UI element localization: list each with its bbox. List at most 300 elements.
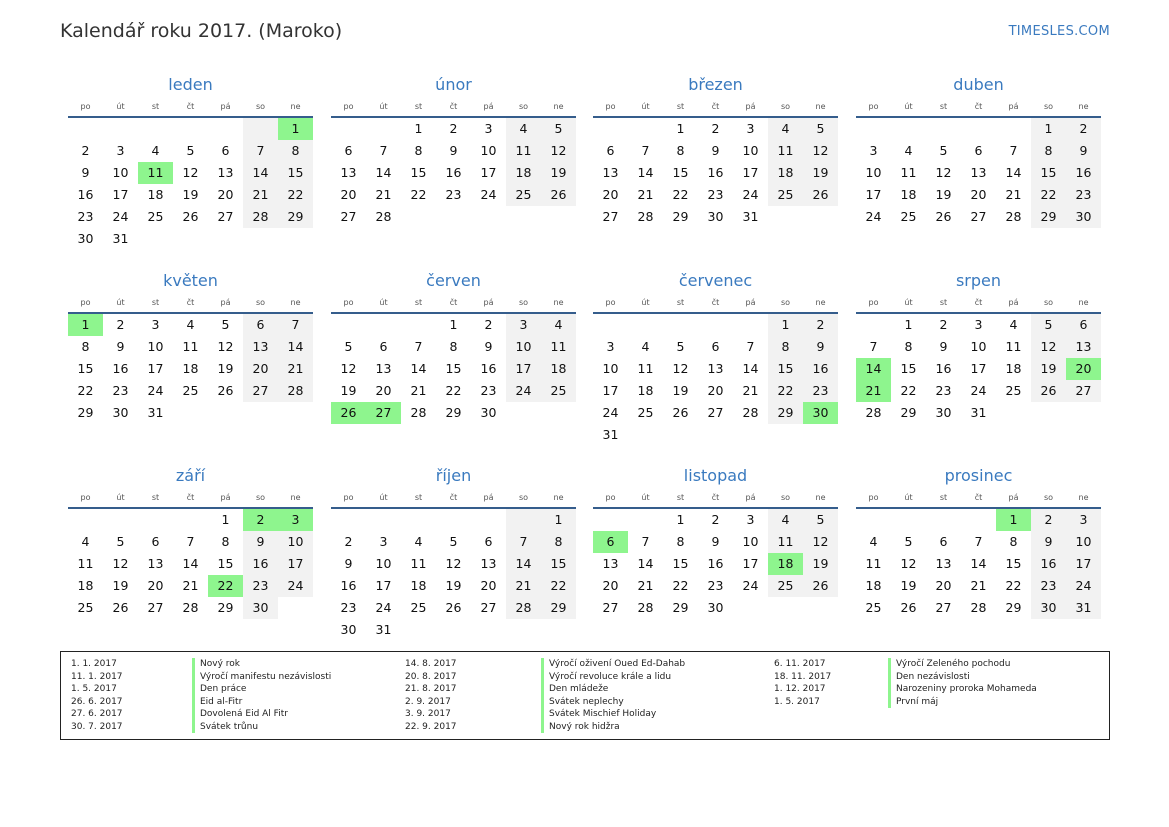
weekday-label: so (780, 492, 791, 502)
day-cell: 5 (904, 534, 913, 549)
day-cell: 28 (742, 405, 759, 420)
empty-cell (243, 228, 278, 250)
day-cell: 8 (81, 339, 90, 354)
weekday-label: ne (290, 492, 301, 502)
day-cell: 3 (869, 143, 878, 158)
holiday-day-cell: 1 (996, 509, 1031, 531)
day-cell: 29 (672, 600, 689, 615)
day-cell: 20 (480, 578, 497, 593)
day-cell: 14 (506, 553, 541, 575)
day-cell: 15 (768, 358, 803, 380)
day-cell: 12 (935, 165, 952, 180)
day-cell: 29 (445, 405, 462, 420)
holiday-legend (60, 651, 1110, 740)
legend-date: 3. 9. 2017 (405, 709, 451, 719)
day-cell: 5 (676, 339, 685, 354)
day-cell: 3 (974, 317, 983, 332)
weekday-label: st (939, 101, 948, 111)
day-cell: 7 (1009, 143, 1018, 158)
day-cell: 21 (506, 575, 541, 597)
day-cell: 11 (900, 165, 917, 180)
day-cell: 12 (217, 339, 234, 354)
empty-cell (768, 597, 803, 619)
month-name: březen (688, 75, 743, 94)
legend-holiday-name: Výročí Zeleného pochodu (896, 659, 1011, 669)
day-cell: 23 (445, 187, 462, 202)
week-row (593, 553, 838, 575)
legend-color-bar (541, 658, 544, 733)
legend-holiday-name: Výročí manifestu nezávislosti (200, 671, 332, 682)
week-row (68, 140, 313, 162)
week-row (856, 336, 1101, 358)
day-cell: 10 (602, 361, 619, 376)
day-cell: 12 (803, 140, 838, 162)
day-cell: 6 (243, 314, 278, 336)
day-cell: 19 (340, 383, 357, 398)
week-row (856, 184, 1101, 206)
weekday-label: út (641, 492, 650, 502)
holiday-day-cell: 18 (768, 553, 803, 575)
empty-cell (1031, 402, 1066, 424)
day-cell: 8 (221, 534, 230, 549)
holiday-day-cell: 6 (593, 531, 628, 553)
weekday-label: so (518, 297, 529, 307)
weekday-label: út (379, 297, 388, 307)
day-cell: 25 (182, 383, 199, 398)
weekday-label: po (80, 101, 91, 111)
day-cell: 19 (900, 578, 917, 593)
day-cell: 24 (865, 209, 882, 224)
legend-holiday-name: Svátek Mischief Holiday (549, 709, 657, 719)
day-cell: 25 (637, 405, 654, 420)
day-cell: 16 (1066, 162, 1101, 184)
day-cell: 2 (116, 317, 125, 332)
day-cell: 3 (484, 121, 493, 136)
empty-cell (506, 402, 541, 424)
weekday-label: út (116, 492, 125, 502)
day-cell: 26 (1031, 380, 1066, 402)
day-cell: 23 (480, 383, 497, 398)
day-cell: 23 (77, 209, 94, 224)
day-cell: 6 (1066, 314, 1101, 336)
day-cell: 10 (147, 339, 164, 354)
day-cell: 17 (506, 358, 541, 380)
day-cell: 7 (641, 534, 650, 549)
day-cell: 14 (182, 556, 199, 571)
week-row (68, 228, 313, 250)
weekday-label: ne (290, 101, 301, 111)
holiday-day-cell: 21 (856, 380, 891, 402)
weekday-label: po (343, 297, 354, 307)
weekday-label: st (676, 492, 685, 502)
empty-cell (103, 118, 138, 140)
day-cell: 31 (147, 405, 164, 420)
weekday-label: pá (220, 492, 231, 502)
legend-holiday-name: Den práce (200, 684, 247, 694)
day-cell: 19 (217, 361, 234, 376)
week-row (68, 358, 313, 380)
day-cell: 16 (803, 358, 838, 380)
day-cell: 20 (340, 187, 357, 202)
empty-cell (698, 314, 733, 336)
legend-holiday-name: Svátek trůnu (200, 721, 259, 732)
day-cell: 23 (112, 383, 129, 398)
day-cell: 7 (506, 531, 541, 553)
legend-date: 21. 8. 2017 (405, 684, 457, 694)
day-cell: 16 (340, 578, 357, 593)
weekday-header (593, 487, 838, 509)
legend-date: 2. 9. 2017 (405, 696, 451, 707)
weekday-label: po (868, 101, 879, 111)
day-cell: 3 (116, 143, 125, 158)
weekday-label: čt (711, 101, 720, 111)
day-cell: 24 (742, 578, 759, 593)
week-row (593, 184, 838, 206)
empty-cell (698, 424, 733, 446)
day-cell: 6 (939, 534, 948, 549)
day-cell: 3 (1066, 509, 1101, 531)
legend-date: 22. 9. 2017 (405, 721, 457, 732)
day-cell: 2 (939, 317, 948, 332)
day-cell: 20 (602, 578, 619, 593)
day-cell: 15 (900, 361, 917, 376)
weekday-label: út (116, 101, 125, 111)
week-row (331, 336, 576, 358)
day-cell: 28 (637, 600, 654, 615)
weekday-label: ne (815, 101, 826, 111)
day-cell: 26 (445, 600, 462, 615)
day-cell: 9 (243, 531, 278, 553)
weekday-label: po (80, 297, 91, 307)
day-cell: 12 (340, 361, 357, 376)
day-cell: 7 (278, 314, 313, 336)
day-cell: 14 (1005, 165, 1022, 180)
day-cell: 15 (672, 165, 689, 180)
empty-cell (366, 118, 401, 140)
week-row (331, 358, 576, 380)
day-cell: 16 (707, 556, 724, 571)
weekday-label: út (904, 101, 913, 111)
legend-date: 11. 1. 2017 (71, 671, 123, 682)
day-cell: 20 (707, 383, 724, 398)
day-cell: 23 (1066, 184, 1101, 206)
weekday-label: so (255, 297, 266, 307)
week-row (331, 140, 576, 162)
weekday-label: čt (449, 101, 458, 111)
day-cell: 20 (217, 187, 234, 202)
empty-cell (173, 402, 208, 424)
month-červen (331, 270, 576, 424)
day-cell: 8 (676, 534, 685, 549)
month-říjen (331, 465, 576, 641)
day-cell: 20 (970, 187, 987, 202)
legend-color-bar (192, 658, 195, 733)
empty-cell (593, 118, 628, 140)
weekday-label: st (939, 492, 948, 502)
week-row (331, 206, 576, 228)
day-cell: 20 (375, 383, 392, 398)
day-cell: 18 (506, 162, 541, 184)
empty-cell (628, 509, 663, 531)
day-cell: 21 (637, 187, 654, 202)
empty-cell (891, 509, 926, 531)
day-cell: 10 (742, 534, 759, 549)
day-cell: 28 (865, 405, 882, 420)
day-cell: 16 (112, 361, 129, 376)
day-cell: 20 (243, 358, 278, 380)
weekday-label: po (605, 492, 616, 502)
weekday-label: pá (220, 297, 231, 307)
week-row (593, 118, 838, 140)
weekday-label: so (780, 297, 791, 307)
day-cell: 27 (1066, 380, 1101, 402)
weekday-label: út (379, 101, 388, 111)
week-row (856, 553, 1101, 575)
day-cell: 28 (637, 209, 654, 224)
day-cell: 6 (974, 143, 983, 158)
empty-cell (173, 228, 208, 250)
day-cell: 4 (768, 509, 803, 531)
day-cell: 18 (541, 358, 576, 380)
day-cell: 6 (379, 339, 388, 354)
month-name: leden (168, 75, 213, 94)
week-row (331, 118, 576, 140)
holiday-day-cell: 20 (1066, 358, 1101, 380)
day-cell: 24 (970, 383, 987, 398)
day-cell: 8 (449, 339, 458, 354)
day-cell: 9 (939, 339, 948, 354)
day-cell: 21 (410, 383, 427, 398)
empty-cell (506, 619, 541, 641)
day-cell: 30 (935, 405, 952, 420)
week-row (856, 162, 1101, 184)
day-cell: 13 (602, 165, 619, 180)
legend-date: 1. 12. 2017 (774, 684, 826, 694)
week-row (331, 402, 576, 424)
day-cell: 16 (77, 187, 94, 202)
day-cell: 31 (742, 209, 759, 224)
day-cell: 17 (742, 165, 759, 180)
day-cell: 21 (970, 578, 987, 593)
day-cell: 3 (379, 534, 388, 549)
day-cell: 24 (602, 405, 619, 420)
day-cell: 13 (147, 556, 164, 571)
day-cell: 27 (602, 600, 619, 615)
empty-cell (243, 118, 278, 140)
weekday-label: ne (815, 492, 826, 502)
legend-date: 30. 7. 2017 (71, 721, 123, 732)
day-cell: 26 (672, 405, 689, 420)
weekday-label: st (151, 492, 160, 502)
day-cell: 15 (1005, 556, 1022, 571)
day-cell: 21 (375, 187, 392, 202)
month-duben (856, 74, 1101, 228)
empty-cell (401, 314, 436, 336)
day-cell: 1 (449, 317, 458, 332)
day-cell: 13 (1066, 336, 1101, 358)
weekday-label: út (641, 101, 650, 111)
day-cell: 17 (147, 361, 164, 376)
empty-cell (278, 228, 313, 250)
day-cell: 25 (768, 575, 803, 597)
weekday-label: st (939, 297, 948, 307)
month-leden (68, 74, 313, 250)
day-cell: 3 (506, 314, 541, 336)
week-row (856, 531, 1101, 553)
day-cell: 22 (77, 383, 94, 398)
weekday-header (593, 96, 838, 118)
week-row (593, 358, 838, 380)
day-cell: 11 (768, 140, 803, 162)
empty-cell (803, 424, 838, 446)
day-cell: 8 (414, 143, 423, 158)
weekday-label: po (868, 297, 879, 307)
empty-cell (856, 118, 891, 140)
weekday-label: út (116, 297, 125, 307)
day-cell: 18 (768, 162, 803, 184)
day-cell: 10 (480, 143, 497, 158)
day-cell: 21 (182, 578, 199, 593)
empty-cell (733, 597, 768, 619)
weekday-header (593, 292, 838, 314)
site-link[interactable]: TIMESLES.COM (1008, 24, 1110, 39)
legend-date: 26. 6. 2017 (71, 696, 123, 707)
empty-cell (856, 509, 891, 531)
day-cell: 1 (541, 509, 576, 531)
week-row (331, 162, 576, 184)
empty-cell (278, 402, 313, 424)
day-cell: 25 (77, 600, 94, 615)
day-cell: 15 (77, 361, 94, 376)
weekday-label: st (414, 297, 423, 307)
legend-date: 6. 11. 2017 (774, 659, 826, 669)
holiday-day-cell: 11 (138, 162, 173, 184)
day-cell: 11 (865, 556, 882, 571)
holiday-day-cell: 26 (331, 402, 366, 424)
weekday-header (856, 487, 1101, 509)
empty-cell (803, 206, 838, 228)
weekday-label: pá (483, 101, 494, 111)
weekday-label: so (1043, 297, 1054, 307)
day-cell: 7 (379, 143, 388, 158)
day-cell: 8 (1009, 534, 1018, 549)
empty-cell (208, 118, 243, 140)
empty-cell (366, 509, 401, 531)
day-cell: 9 (449, 143, 458, 158)
weekday-label: pá (220, 101, 231, 111)
day-cell: 19 (182, 187, 199, 202)
day-cell: 22 (900, 383, 917, 398)
weekday-label: čt (449, 492, 458, 502)
empty-cell (471, 509, 506, 531)
day-cell: 17 (112, 187, 129, 202)
day-cell: 16 (480, 361, 497, 376)
weekday-label: ne (1078, 101, 1089, 111)
day-cell: 12 (112, 556, 129, 571)
empty-cell (541, 206, 576, 228)
legend-holiday-name: Eid al-Fitr (200, 696, 243, 707)
day-cell: 6 (484, 534, 493, 549)
month-srpen (856, 270, 1101, 424)
day-cell: 7 (186, 534, 195, 549)
legend-holiday-name: Den mládeže (549, 684, 609, 694)
day-cell: 5 (221, 317, 230, 332)
weekday-label: st (676, 297, 685, 307)
day-cell: 15 (672, 556, 689, 571)
empty-cell (331, 118, 366, 140)
day-cell: 11 (506, 140, 541, 162)
empty-cell (856, 314, 891, 336)
day-cell: 31 (375, 622, 392, 637)
day-cell: 31 (602, 427, 619, 442)
legend-holiday-name: Nový rok hidžra (549, 721, 620, 732)
legend-names (200, 658, 331, 733)
legend-holiday-name: Dovolená Eid Al Fitr (200, 709, 288, 719)
day-cell: 18 (182, 361, 199, 376)
legend-holiday-name: Narozeniny proroka Mohameda (896, 684, 1037, 694)
day-cell: 27 (340, 209, 357, 224)
empty-cell (208, 402, 243, 424)
day-cell: 18 (77, 578, 94, 593)
week-row (856, 509, 1101, 531)
legend-dates (71, 658, 123, 733)
weekday-label: po (868, 492, 879, 502)
week-row (593, 336, 838, 358)
day-cell: 12 (541, 140, 576, 162)
weekday-label: pá (745, 492, 756, 502)
weekday-label: so (518, 492, 529, 502)
week-row (68, 206, 313, 228)
week-row (68, 531, 313, 553)
day-cell: 16 (1031, 553, 1066, 575)
day-cell: 8 (1031, 140, 1066, 162)
day-cell: 4 (869, 534, 878, 549)
week-row (68, 575, 313, 597)
month-září (68, 465, 313, 619)
day-cell: 11 (768, 531, 803, 553)
empty-cell (471, 619, 506, 641)
day-cell: 16 (707, 165, 724, 180)
weekday-label: pá (745, 101, 756, 111)
day-cell: 2 (1031, 509, 1066, 531)
day-cell: 8 (278, 140, 313, 162)
month-name: květen (163, 271, 218, 290)
day-cell: 23 (340, 600, 357, 615)
day-cell: 6 (711, 339, 720, 354)
week-row (593, 162, 838, 184)
day-cell: 9 (711, 143, 720, 158)
day-cell: 28 (375, 209, 392, 224)
day-cell: 30 (77, 231, 94, 246)
day-cell: 7 (641, 143, 650, 158)
empty-cell (961, 118, 996, 140)
legend-holiday-name: První máj (896, 696, 939, 707)
day-cell: 3 (746, 512, 755, 527)
day-cell: 27 (147, 600, 164, 615)
week-row (331, 184, 576, 206)
day-cell: 22 (278, 184, 313, 206)
month-name: září (175, 466, 206, 485)
week-row (331, 509, 576, 531)
weekday-label: ne (815, 297, 826, 307)
day-cell: 10 (506, 336, 541, 358)
day-cell: 2 (711, 121, 720, 136)
day-cell: 18 (900, 187, 917, 202)
empty-cell (628, 118, 663, 140)
day-cell: 19 (112, 578, 129, 593)
day-cell: 24 (375, 600, 392, 615)
day-cell: 25 (1005, 383, 1022, 398)
